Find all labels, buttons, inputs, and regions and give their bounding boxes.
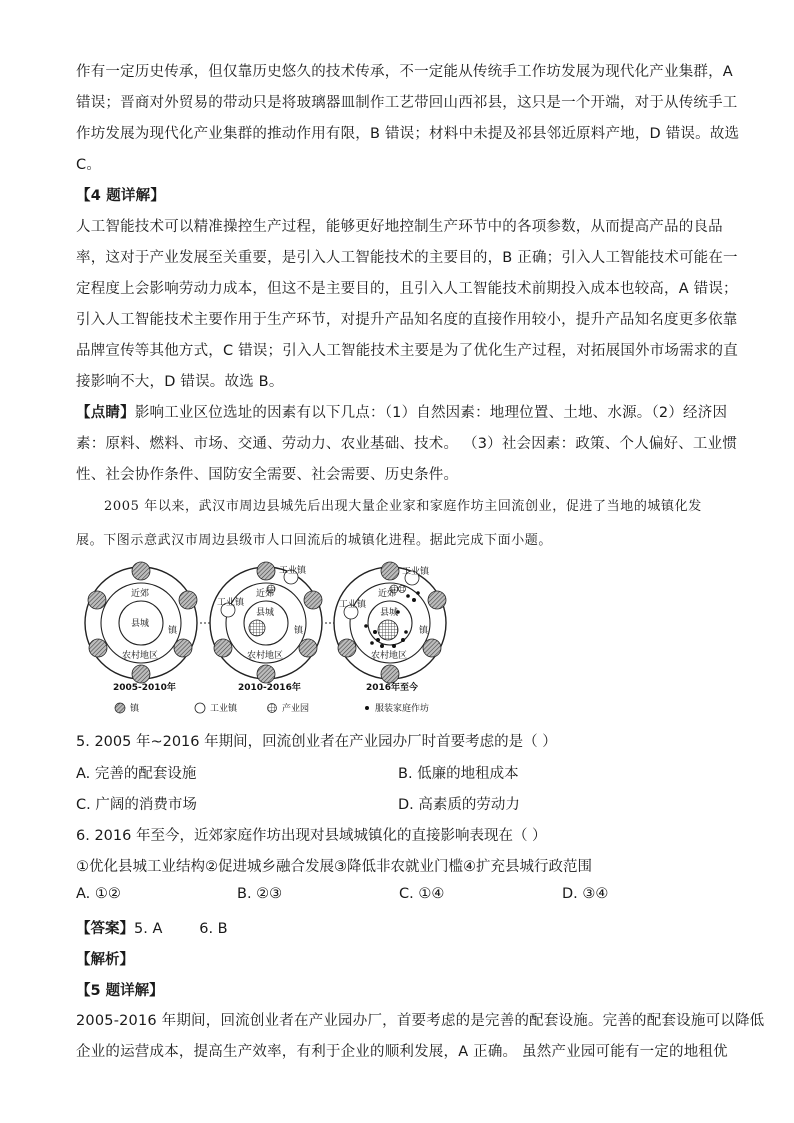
text-line: 企业的运营成本，提高生产效率，有利于企业的顺利发展，A 正确。 虽然产业园可能有一定的地租优 — [76, 1044, 728, 1060]
industrial-town-label: 工业镇 — [402, 567, 430, 577]
industrial-park-symbol — [399, 586, 406, 593]
text-line: 素：原料、燃料、市场、交通、劳动力、农业基础、技术。 （3）社会因素：政策、个人偏好、工业惯 — [76, 436, 738, 452]
q6-option-c[interactable]: C. ①④ — [399, 886, 445, 902]
text-line: 定程度上会影响劳动力成本，但这不是主要目的，且引入人工智能技术前期投入成本也较高，A 错误； — [76, 281, 738, 297]
answer-line — [76, 917, 228, 938]
rural-label: 农村地区 — [371, 651, 408, 661]
dianjing-paragraph — [76, 398, 738, 491]
text-line — [76, 398, 728, 429]
text-line: 率，这对于产业发展至关重要，是引入人工智能技术的主要目的，B 正确；引入人工智能技术可能在一 — [76, 250, 738, 266]
answer-text: 5. A 6. B — [134, 921, 228, 937]
q4-paragraph — [76, 212, 738, 398]
workshop-dot — [370, 641, 374, 645]
legend-industrial-park-icon — [268, 704, 277, 713]
q5-stem: 5. 2005 年~2016 年期间，回流创业者在产业园办厂时首要考虑的是（ ） — [76, 734, 557, 750]
workshop-dot — [373, 630, 377, 634]
text-line: 作有一定历史传承，但仅靠历史悠久的技术传承，不一定能从传统手工作坊发展为现代化产业集群，A — [76, 64, 733, 80]
analysis-label: 【解析】 — [76, 952, 134, 968]
figure-legend — [115, 702, 429, 714]
q6-stem: 6. 2016 年至今，近郊家庭作坊出现对县域城镇化的直接影响表现在（ ） — [76, 828, 547, 844]
suburb-label: 近郊 — [256, 589, 275, 599]
panel-caption: 2016年至今 — [366, 683, 419, 693]
industrial-town-label: 工业镇 — [217, 598, 245, 608]
q5-option-b[interactable]: B. 低廉的地租成本 — [398, 766, 519, 782]
industrial-town-label: 工业镇 — [339, 600, 367, 610]
rural-label: 农村地区 — [122, 651, 159, 661]
town-symbol — [304, 591, 322, 609]
text-line: 展。下图示意武汉市周边县级市人口回流后的城镇化进程。据此完成下面小题。 — [76, 533, 553, 548]
county-label: 县城 — [256, 608, 275, 618]
text-line: 引入人工智能技术主要作用于生产环节，对提升产品知名度的直接作用较小，提升产品知名度更多依靠 — [76, 312, 738, 328]
town-symbol — [132, 665, 150, 683]
town-label: 镇 — [419, 626, 429, 636]
text-line: 性、社会协作条件、国防安全需要、社会需要、历史条件。 — [76, 467, 459, 483]
suburb-label: 近郊 — [378, 589, 397, 599]
text-line: 2005-2016 年期间，回流创业者在产业园办厂，首要考虑的是完善的配套设施。完善的配套设施可以降低 — [76, 1013, 765, 1029]
section-heading: 【4 题详解】 — [76, 188, 166, 204]
town-symbol — [257, 665, 275, 683]
town-symbol — [299, 639, 317, 657]
town-symbol — [179, 591, 197, 609]
dianjing-text: 影响工业区位选址的因素有以下几点：（1）自然因素：地理位置、土地、水源。（2）经济因 — [134, 405, 728, 421]
town-symbol — [381, 562, 399, 580]
workshop-dot — [376, 638, 380, 642]
suburb-label: 近郊 — [131, 589, 150, 599]
q5-option-c[interactable]: C. 广阔的消费市场 — [76, 797, 197, 813]
q6-option-b[interactable]: B. ②③ — [237, 886, 283, 902]
q5-option-a[interactable]: A. 完善的配套设施 — [76, 766, 197, 782]
town-symbol — [423, 639, 441, 657]
workshop-dot — [404, 630, 408, 634]
workshop-dot — [412, 598, 416, 602]
legend-workshop-icon — [365, 706, 369, 710]
text-line: 人工智能技术可以精准操控生产过程，能够更好地控制生产环节中的各项参数，从而提高产品的良品 — [76, 219, 723, 235]
town-label: 镇 — [168, 626, 178, 636]
q5-paragraph — [76, 1006, 765, 1068]
legend-town-icon — [115, 703, 125, 713]
panel-2010-2016 — [210, 562, 322, 693]
town-symbol — [381, 665, 399, 683]
town-symbol — [132, 562, 150, 580]
town-symbol — [174, 639, 192, 657]
town-symbol — [89, 639, 107, 657]
town-symbol — [257, 562, 275, 580]
legend-industrial-town-icon — [195, 703, 205, 713]
legend-industrial-park-label: 产业园 — [282, 704, 310, 714]
town-label: 镇 — [294, 626, 304, 636]
panel-2005-2010 — [85, 562, 197, 693]
industrial-town-label: 工业镇 — [279, 566, 307, 576]
text-line: 错误；晋商对外贸易的带动只是将玻璃器皿制作工艺带回山西祁县，这只是一个开端，对于从传统手工 — [76, 95, 738, 111]
industrial-park-symbol — [249, 620, 265, 636]
q5-heading: 【5 题详解】 — [76, 983, 164, 999]
q6-option-d[interactable]: D. ③④ — [562, 886, 609, 902]
answer-label: 【答案】 — [76, 921, 134, 937]
material-paragraph — [76, 490, 716, 558]
text-line: 2005 年以来，武汉市周边县城先后出现大量企业家和家庭作坊主回流创业，促进了当地的城镇化发 — [104, 499, 702, 514]
dianjing-label: 【点睛】 — [76, 405, 135, 421]
legend-workshop-label: 服装家庭作坊 — [375, 704, 430, 714]
q6-option-a[interactable]: A. ①② — [76, 886, 121, 902]
q4-heading — [76, 181, 716, 212]
legend-industrial-town-label: 工业镇 — [210, 704, 238, 714]
town-symbol — [428, 591, 446, 609]
rural-label: 农村地区 — [247, 651, 284, 661]
text-line: 作坊发展为现代化产业集群的推动作用有限，B 错误；材料中未提及祁县邻近原料产地，D 错误。故选 — [76, 126, 740, 142]
q6-statements: ①优化县城工业结构②促进城乡融合发展③降低非农就业门槛④扩充县城行政范围 — [76, 859, 592, 875]
town-symbol — [88, 591, 106, 609]
workshop-dot — [364, 624, 368, 628]
county-label: 县城 — [131, 619, 150, 629]
industrial-park-symbol — [378, 620, 398, 640]
text-line: C。 — [76, 157, 102, 173]
town-symbol — [214, 639, 232, 657]
workshop-dot — [406, 594, 410, 598]
county-label: 县城 — [380, 608, 399, 618]
q5-option-d[interactable]: D. 高素质的劳动力 — [398, 797, 520, 813]
legend-town-label: 镇 — [130, 704, 140, 714]
panel-2016-now — [334, 562, 446, 693]
text-line: 品牌宣传等其他方式，C 错误；引入人工智能技术主要是为了优化生产过程，对拓展国外市场需求的直 — [76, 343, 738, 359]
panel-caption: 2005-2010年 — [113, 683, 176, 693]
workshop-dot — [401, 638, 405, 642]
text-line: 接影响不大，D 错误。故选 B。 — [76, 374, 284, 390]
workshop-dot — [380, 644, 384, 648]
urbanization-figure — [76, 560, 456, 720]
workshop-dot — [416, 591, 420, 595]
top-paragraph — [76, 57, 740, 181]
workshop-dot — [392, 644, 396, 648]
town-symbol — [338, 639, 356, 657]
panel-caption: 2010-2016年 — [238, 683, 301, 693]
